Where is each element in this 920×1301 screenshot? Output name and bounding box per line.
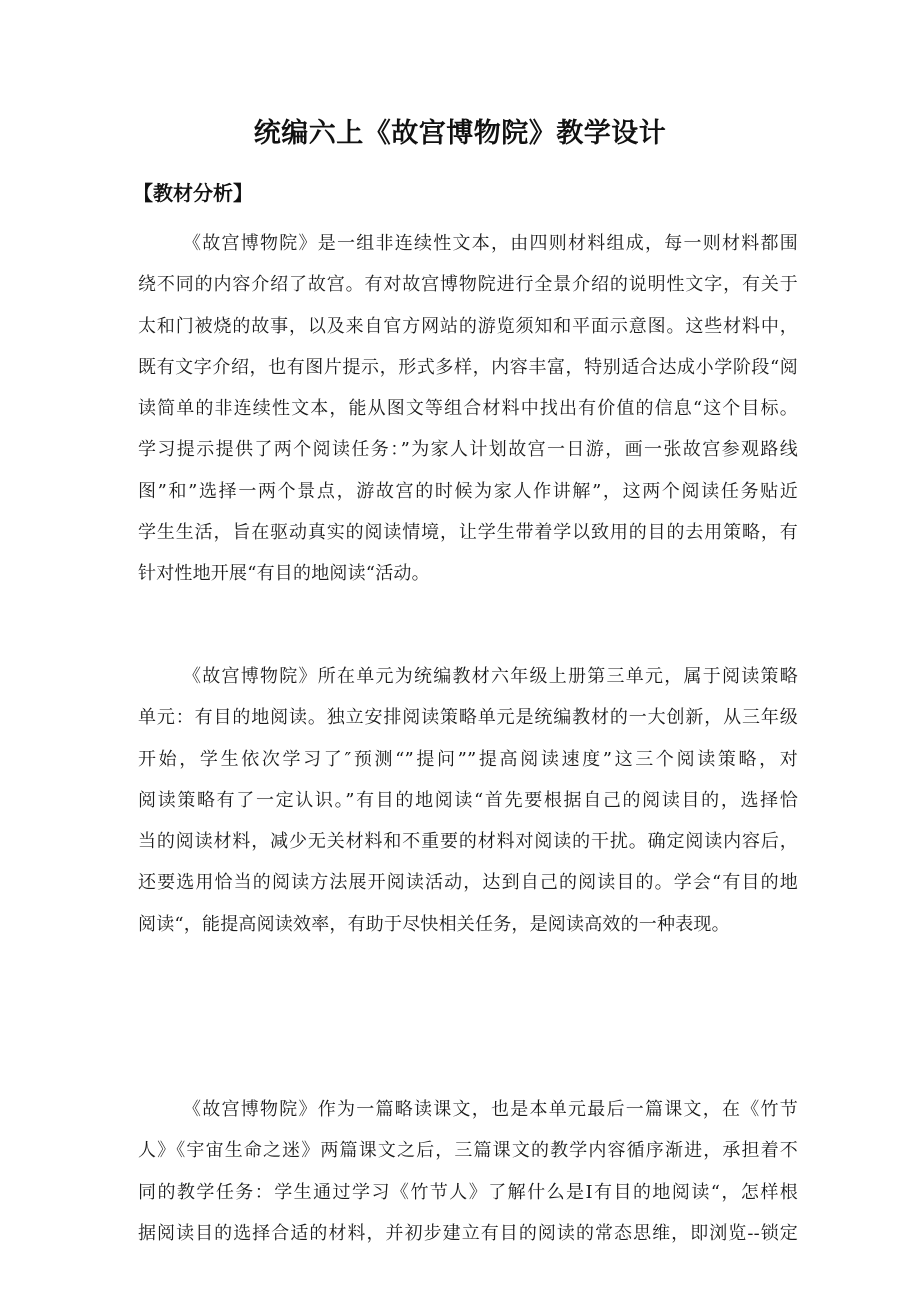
section-heading-textbook-analysis: 【教材分析】 <box>133 181 253 205</box>
paragraph <box>138 656 798 945</box>
paragraph-line: 绕不同的内容介绍了故宫。有对故宫博物院进行全景介绍的说明性文字，有关于 <box>138 274 798 296</box>
paragraph-line: 当的阅读材料，减少无关材料和不重要的材料对阅读的干扰。确定阅读内容后， <box>138 831 798 853</box>
paragraph-line: 据阅读目的选择合适的材料，并初步建立有目的阅读的常态思维，即浏览--锁定 <box>138 1222 798 1244</box>
paragraph-line: 既有文字介绍，也有图片提示，形式多样，内容丰富，特别适合达成小学阶段“阅 <box>138 356 798 378</box>
paragraph-line: 还要选用恰当的阅读方法展开阅读活动，达到自己的阅读目的。学会“有目的地 <box>138 872 798 894</box>
paragraph-line: 学生生活，旨在驱动真实的阅读情境，让学生带着学以致用的目的去用策略，有 <box>138 522 798 544</box>
paragraph <box>138 223 798 595</box>
paragraph <box>138 1089 798 1254</box>
paragraph-line: 开始，学生依次学习了″预测“”提问””提高阅读速度”这三个阅读策略，对 <box>138 748 798 770</box>
paragraph-line: 阅读“，能提高阅读效率，有助于尽快相关任务，是阅读高效的一种表现。 <box>138 913 730 935</box>
paragraph-line: 《故宫博物院》所在单元为统编教材六年级上册第三单元，属于阅读策略 <box>183 666 798 687</box>
document-title: 统编六上《故宫博物院》教学设计 <box>253 118 667 149</box>
paragraph-line: 图”和”选择一两个景点，游故宫的时候为家人作讲解”，这两个阅读任务贴近 <box>138 480 798 502</box>
paragraph-line: 《故宫博物院》作为一篇略读课文，也是本单元最后一篇课文，在《竹节 <box>183 1099 798 1120</box>
paragraph-line: 同的教学任务：学生通过学习《竹节人》了解什么是I有目的地阅读“，怎样根 <box>138 1181 798 1203</box>
paragraph-line: 阅读策略有了一定认识。”有目的地阅读“首先要根据自己的阅读目的，选择恰 <box>138 789 798 811</box>
paragraph-line: 单元：有目的地阅读。独立安排阅读策略单元是统编教材的一大创新，从三年级 <box>138 707 798 729</box>
paragraph-line: 《故宫博物院》是一组非连续性文本，由四则材料组成，每一则材料都围 <box>183 233 798 254</box>
paragraph-line: 人》《宇宙生命之迷》两篇课文之后，三篇课文的教学内容循序渐进，承担着不 <box>138 1140 798 1162</box>
paragraph-line: 读简单的非连续性文本，能从图文等组合材料中找出有价值的信息“这个目标。 <box>138 398 798 420</box>
paragraph-line: 学习提示提供了两个阅读任务：”为家人计划故宫一日游，画一张故宫参观路线 <box>138 439 798 461</box>
paragraph-line: 太和门被烧的故事，以及来自官方网站的游览须知和平面示意图。这些材料中， <box>138 315 798 337</box>
paragraph-line: 针对性地开展“有目的地阅读“活动。 <box>138 563 430 585</box>
